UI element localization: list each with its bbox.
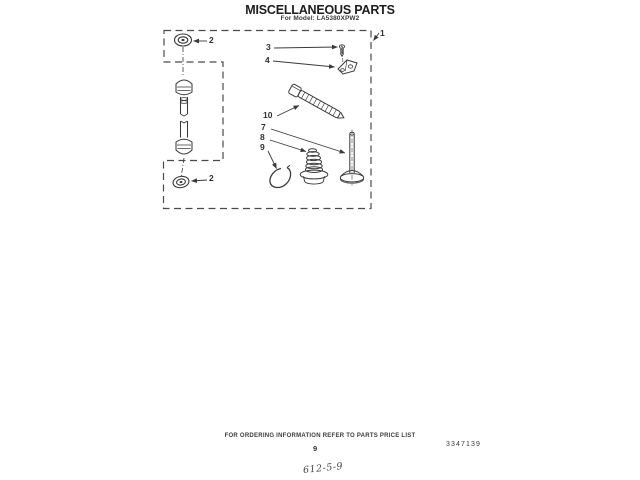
callout-item-1: 1: [380, 28, 385, 38]
callout-item-10: 10: [263, 110, 273, 120]
callout-item-7: 7: [261, 122, 266, 132]
suspension-rod-assembly: [176, 47, 192, 176]
washer-bottom: [172, 175, 190, 189]
page-number: 9: [313, 444, 318, 453]
pin-with-base: [340, 130, 363, 186]
callout-leader-lines: [192, 33, 380, 181]
ordering-note: FOR ORDERING INFORMATION REFER TO PARTS PRICE LIST: [224, 433, 416, 439]
handwritten-note: 612-5-9: [302, 460, 344, 477]
callout-item-9: 9: [260, 142, 265, 152]
model-subtitle: For Model: LA5380XPW2: [280, 15, 360, 22]
callout-item-4: 4: [265, 55, 270, 65]
clip-bracket: [338, 60, 357, 74]
screw: [339, 45, 344, 63]
washer-top: [175, 34, 192, 46]
callout-item-2-bottom: 2: [209, 173, 214, 183]
callout-item-8: 8: [260, 132, 265, 142]
ribbed-rod: [288, 84, 346, 123]
page-title: MISCELLANEOUS PARTS: [245, 3, 395, 17]
spring-assembly: [300, 149, 328, 184]
callout-item-2-top: 2: [209, 35, 214, 45]
document-number: 3347139: [446, 441, 481, 448]
callout-item-3: 3: [266, 42, 271, 52]
wire-hook: [270, 165, 291, 187]
